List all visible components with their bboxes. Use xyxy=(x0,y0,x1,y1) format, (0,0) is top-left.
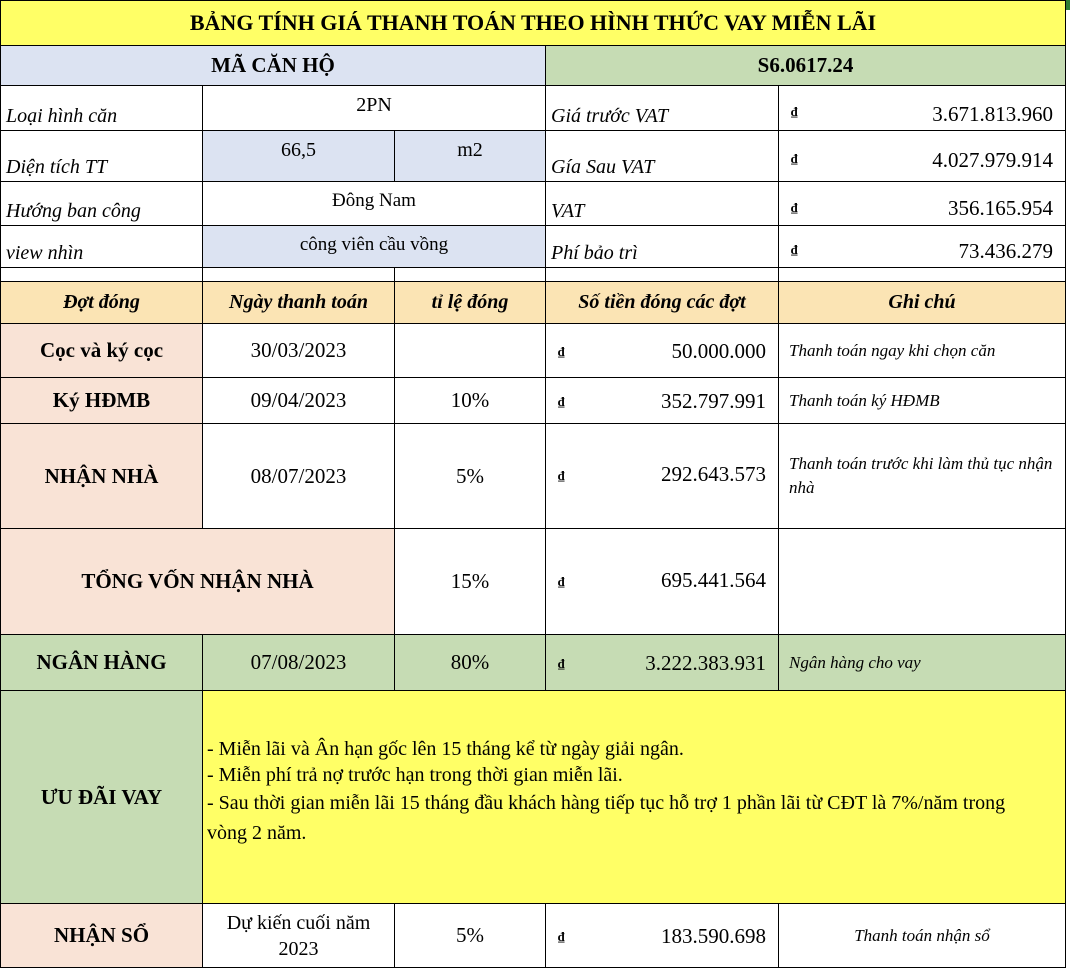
total-amount: 695.441.564 xyxy=(661,568,766,592)
before-vat-label: Giá trước VAT xyxy=(546,86,779,131)
before-vat-value: 3.671.813.960 xyxy=(932,102,1053,126)
sheet-title xyxy=(0,0,1066,46)
after-vat-value: 4.027.979.914 xyxy=(932,148,1053,172)
header-note: Ghi chú xyxy=(779,282,1066,324)
total-amount-cell xyxy=(546,529,779,635)
spacer-row xyxy=(779,268,1066,282)
incentive-line-2: - Miễn phí trả nợ trước hạn trong thời gian miễn lãi. xyxy=(207,764,623,786)
total-rate: 15% xyxy=(395,529,546,635)
deposit-rate xyxy=(395,324,546,378)
handover-amount-cell xyxy=(546,424,779,529)
bank-amount: 3.222.383.931 xyxy=(645,651,766,675)
contract-phase: Ký HĐMB xyxy=(0,378,203,424)
after-vat-cell xyxy=(779,131,1066,182)
maintenance-cell xyxy=(779,226,1066,268)
handover-date: 08/07/2023 xyxy=(203,424,395,529)
vat-label: VAT xyxy=(546,182,779,226)
unit-code-label: MÃ CĂN HỘ xyxy=(0,46,546,86)
header-amount: Số tiền đóng các đợt xyxy=(546,282,779,324)
handover-phase: NHẬN NHÀ xyxy=(0,424,203,529)
spacer-row xyxy=(395,268,546,282)
sheet-title-text: BẢNG TÍNH GIÁ THANH TOÁN THEO HÌNH THỨC VAY MIỄN LÃI xyxy=(189,10,877,35)
type-value: 2PN xyxy=(203,86,546,131)
bank-note: Ngân hàng cho vay xyxy=(779,635,1066,691)
total-phase: TỔNG VỐN NHẬN NHÀ xyxy=(0,529,395,635)
before-vat-cell xyxy=(779,86,1066,131)
direction-value: Đông Nam xyxy=(203,182,546,226)
incentive-line-1: - Miễn lãi và Ân hạn gốc lên 15 tháng kể từ ngày giải ngân. xyxy=(207,738,684,760)
spacer-row xyxy=(203,268,395,282)
type-label: Loại hình căn xyxy=(0,86,203,131)
incentive-line-3: - Sau thời gian miễn lãi 15 tháng đầu khách hàng tiếp tục hỗ trợ 1 phần lãi từ CĐT là 7%/năm trong vòng 2 năm. xyxy=(207,792,1006,844)
area-label: Diện tích TT xyxy=(0,131,203,182)
bank-phase: NGÂN HÀNG xyxy=(0,635,203,691)
contract-rate: 10% xyxy=(395,378,546,424)
total-note xyxy=(779,529,1066,635)
contract-amount-cell xyxy=(546,378,779,424)
currency-symbol: ₫ xyxy=(791,104,798,119)
vat-cell xyxy=(779,182,1066,226)
after-vat-label: Gía Sau VAT xyxy=(546,131,779,182)
currency-symbol: ₫ xyxy=(558,574,565,589)
incentive-phase: ƯU ĐÃI VAY xyxy=(0,691,203,904)
view-label: view nhìn xyxy=(0,226,203,268)
deposit-phase: Cọc và ký cọc xyxy=(0,324,203,378)
maintenance-label: Phí bảo trì xyxy=(546,226,779,268)
vat-value: 356.165.954 xyxy=(948,196,1053,220)
contract-date: 09/04/2023 xyxy=(203,378,395,424)
currency-symbol: ₫ xyxy=(558,656,565,671)
currency-symbol: ₫ xyxy=(558,394,565,409)
deposit-amount-cell xyxy=(546,324,779,378)
bank-amount-cell xyxy=(546,635,779,691)
incentive-details xyxy=(203,691,1066,904)
area-unit: m2 xyxy=(395,131,546,182)
right-edge-marker xyxy=(1066,0,1070,10)
deposit-amount: 50.000.000 xyxy=(671,339,766,363)
handover-note: Thanh toán trước khi làm thủ tục nhận nhà xyxy=(779,424,1066,529)
maintenance-value: 73.436.279 xyxy=(958,239,1053,263)
currency-symbol: ₫ xyxy=(791,242,798,257)
direction-label: Hướng ban công xyxy=(0,182,203,226)
deposit-date: 30/03/2023 xyxy=(203,324,395,378)
currency-symbol: ₫ xyxy=(791,200,798,215)
deposit-note: Thanh toán ngay khi chọn căn xyxy=(779,324,1066,378)
currency-symbol: ₫ xyxy=(558,344,565,359)
certificate-phase: NHẬN SỔ xyxy=(0,904,203,968)
certificate-amount-cell xyxy=(546,904,779,968)
contract-amount: 352.797.991 xyxy=(661,389,766,413)
currency-symbol: ₫ xyxy=(558,468,565,483)
header-rate: tỉ lệ đóng xyxy=(395,282,546,324)
unit-code-value: S6.0617.24 xyxy=(546,46,1066,86)
currency-symbol: ₫ xyxy=(791,151,798,166)
area-value: 66,5 xyxy=(203,131,395,182)
certificate-rate: 5% xyxy=(395,904,546,968)
certificate-amount: 183.590.698 xyxy=(661,924,766,948)
bank-date: 07/08/2023 xyxy=(203,635,395,691)
header-phase: Đợt đóng xyxy=(0,282,203,324)
certificate-note: Thanh toán nhận sổ xyxy=(779,904,1066,968)
view-value: công viên cầu vồng xyxy=(203,226,546,268)
certificate-date: Dự kiến cuối năm 2023 xyxy=(203,904,395,968)
handover-rate: 5% xyxy=(395,424,546,529)
bank-rate: 80% xyxy=(395,635,546,691)
contract-note: Thanh toán ký HĐMB xyxy=(779,378,1066,424)
header-date: Ngày thanh toán xyxy=(203,282,395,324)
currency-symbol: ₫ xyxy=(558,929,565,944)
spacer-row xyxy=(0,268,203,282)
spacer-row xyxy=(546,268,779,282)
handover-amount: 292.643.573 xyxy=(661,462,766,486)
